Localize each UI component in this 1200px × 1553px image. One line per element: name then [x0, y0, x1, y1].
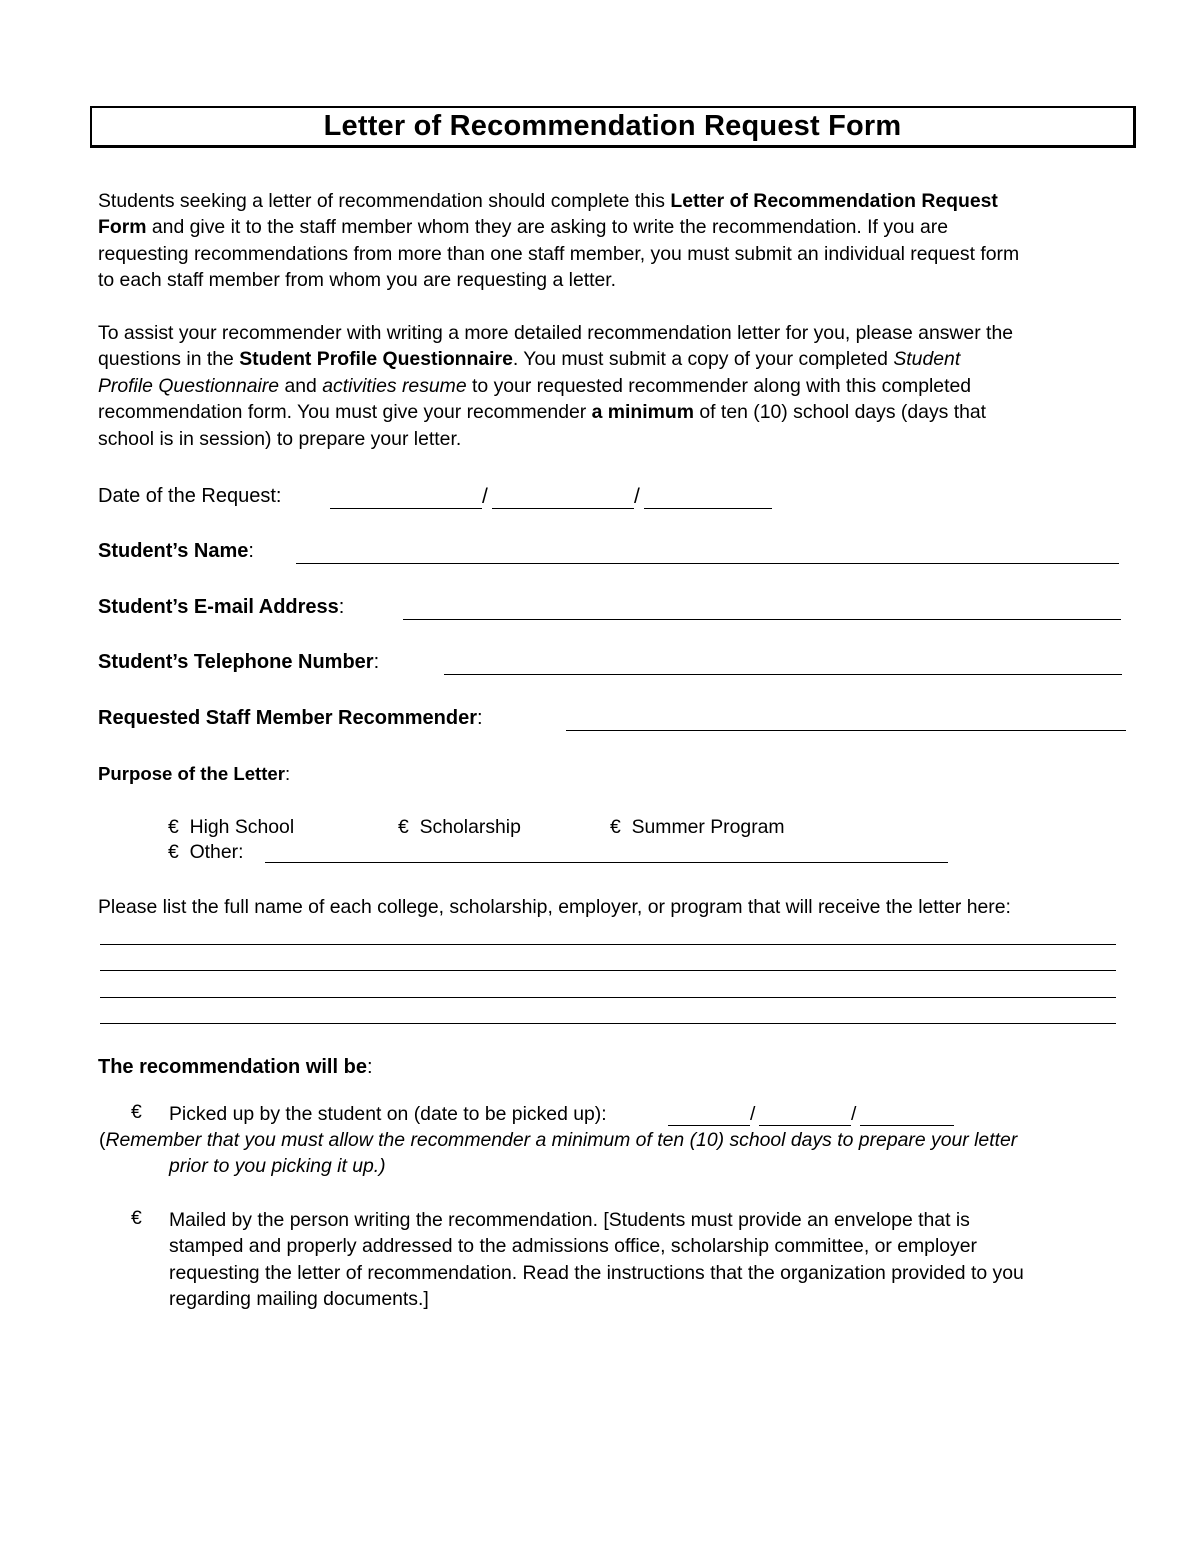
purpose-other-checkbox[interactable]: € Other:	[168, 841, 244, 863]
purpose-other-field[interactable]	[265, 862, 948, 863]
intro2-bold-minimum: a minimum	[591, 401, 694, 424]
recipient-list-line[interactable]	[100, 1023, 1116, 1024]
date-month-field[interactable]	[330, 508, 482, 509]
recipient-list-prompt: Please list the full name of each college, scholarship, employer, or program that will receive the letter here:	[98, 896, 1011, 918]
intro2-italic: Student	[893, 348, 961, 371]
intro2-text: school is in session) to prepare your letter.	[98, 427, 462, 450]
date-label: Date of the Request:	[98, 485, 282, 507]
intro2-text: . You must submit a copy of your completed	[512, 348, 894, 371]
purpose-summer-program-checkbox[interactable]: € Summer Program	[610, 816, 785, 838]
intro2-text: To assist your recommender with writing a more detailed recommendation letter for you, please answer the	[98, 322, 1014, 344]
page-title: Letter of Recommendation Request Form	[323, 110, 902, 142]
intro2-text: recommendation form. You must give your recommender	[98, 401, 592, 424]
date-year-field[interactable]	[644, 508, 772, 509]
purpose-high-school-checkbox[interactable]: € High School	[168, 816, 295, 838]
staff-recommender-label: Requested Staff Member Recommender:	[98, 707, 483, 729]
date-slash: /	[634, 485, 640, 508]
intro1-text: Students seeking a letter of recommendation should complete this	[98, 190, 671, 212]
checkbox-icon: €	[610, 816, 621, 838]
mailed-text: Mailed by the person writing the recommendation. [Students must provide an envelope that is stamped and properly addressed to the admissions office, scholarship committee, or employer requesting the letter of recommendation. Read the instructions that the organization provided to you regarding mailing documents.]	[169, 1209, 1024, 1311]
intro2-text: of ten (10) school days (days that	[693, 401, 987, 424]
intro2-italic: activities resume	[322, 374, 467, 397]
recipient-list-line[interactable]	[100, 997, 1116, 998]
checkbox-icon: €	[168, 841, 179, 863]
intro1-text: and give it to the staff member whom they are asking to write the recommendation. If you are	[146, 216, 949, 239]
mailed-checkbox-icon[interactable]: €	[131, 1207, 142, 1229]
date-slash: /	[482, 485, 488, 508]
recipient-list-line[interactable]	[100, 944, 1116, 945]
intro-paragraph-2	[98, 320, 1013, 452]
purpose-label: Purpose of the Letter:	[98, 763, 291, 784]
title-box	[90, 106, 1136, 148]
intro2-text: to your requested recommender along with this completed	[466, 374, 972, 397]
checkbox-icon: €	[168, 816, 179, 838]
pickup-checkbox-icon[interactable]: €	[131, 1101, 142, 1123]
pickup-month-field[interactable]	[668, 1125, 750, 1126]
purpose-scholarship-checkbox[interactable]: € Scholarship	[398, 816, 521, 838]
date-day-field[interactable]	[492, 508, 634, 509]
pickup-slash: /	[750, 1103, 756, 1125]
recipient-list-line[interactable]	[100, 970, 1116, 971]
student-email-field[interactable]	[403, 619, 1121, 620]
intro1-bold-form-name: Letter of Recommendation Request	[670, 190, 998, 212]
intro2-italic: Profile Questionnaire	[98, 374, 280, 397]
student-phone-field[interactable]	[444, 674, 1122, 675]
student-name-label: Student’s Name:	[98, 540, 254, 562]
intro2-text: and	[279, 374, 323, 397]
student-email-label: Student’s E-mail Address:	[98, 596, 345, 618]
pickup-year-field[interactable]	[860, 1125, 954, 1126]
intro1-text: requesting recommendations from more than one staff member, you must submit an individual request form	[98, 242, 1020, 265]
student-name-field[interactable]	[296, 563, 1119, 564]
pickup-reminder: (Remember that you must allow the recommender a minimum of ten (10) school days to prepare your letter	[99, 1129, 1018, 1151]
intro2-text: questions in the	[98, 348, 240, 371]
checkbox-icon: €	[398, 816, 409, 838]
intro2-bold-questionnaire: Student Profile Questionnaire	[239, 348, 513, 371]
pickup-day-field[interactable]	[759, 1125, 851, 1126]
student-phone-label: Student’s Telephone Number:	[98, 651, 380, 673]
pickup-slash: /	[851, 1103, 857, 1125]
pickup-text: Picked up by the student on (date to be picked up):	[169, 1103, 607, 1125]
intro1-text: to each staff member from whom you are requesting a letter.	[98, 269, 617, 292]
pickup-reminder-cont: prior to you picking it up.)	[169, 1155, 386, 1177]
intro1-bold-form: Form	[98, 216, 147, 239]
delivery-label: The recommendation will be:	[98, 1056, 373, 1078]
intro-paragraph-1	[98, 188, 1019, 294]
staff-recommender-field[interactable]	[566, 730, 1126, 731]
